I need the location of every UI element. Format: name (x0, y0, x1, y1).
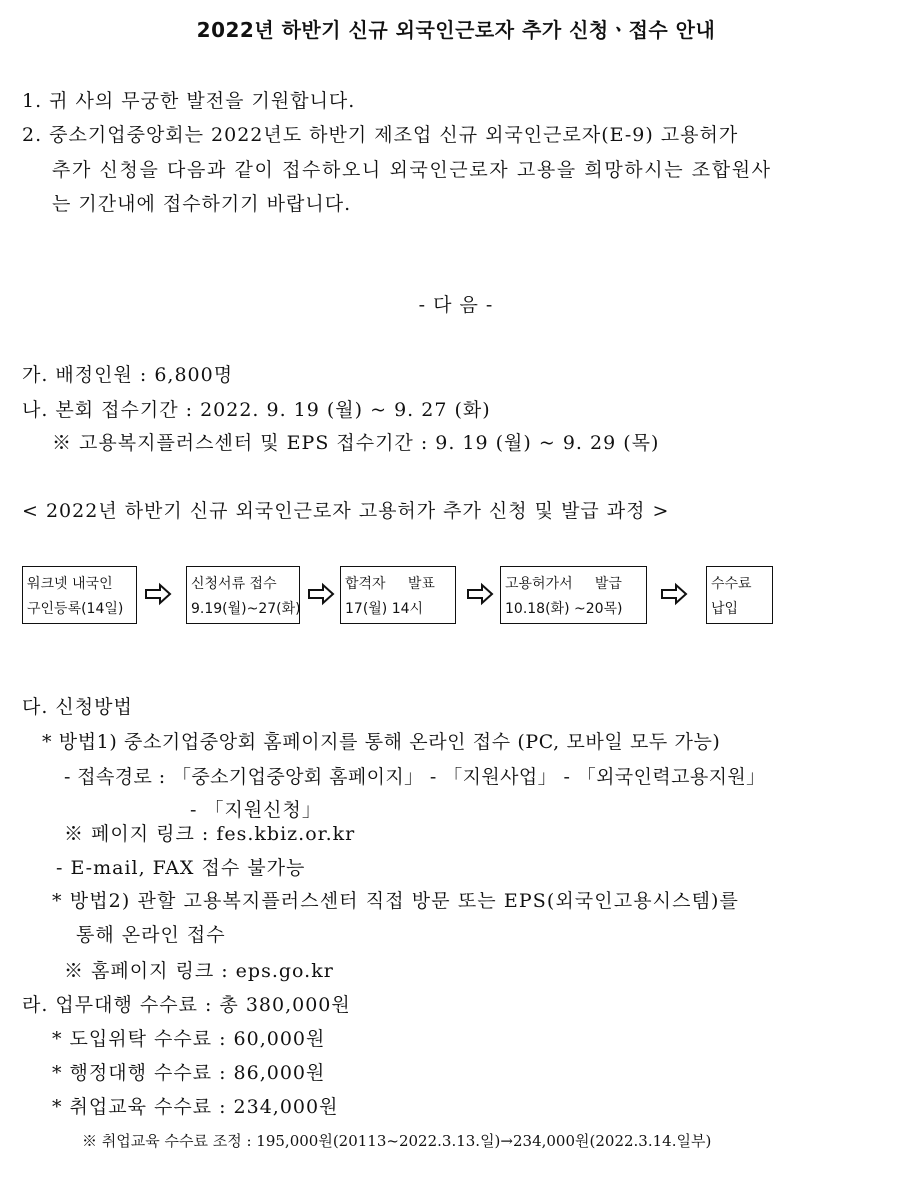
section-ga-allocation: 가. 배정인원 : 6,800명 (22, 364, 234, 386)
flow-step-line: 납입 (711, 601, 739, 617)
intro-paragraph-2-line-3: 는 기간내에 접수하기기 바랍니다. (52, 193, 352, 215)
intro-paragraph-2-line-1: 2. 중소기업중앙회는 2022년도 하반기 제조업 신규 외국인근로자(E-9) 고용허가 (22, 124, 739, 146)
document-title: 2022년 하반기 신규 외국인근로자 추가 신청ㆍ접수 안내 (196, 18, 716, 42)
method-2-line-2: 통해 온라인 접수 (76, 924, 226, 946)
arrow-right-icon (466, 582, 494, 606)
fee-administrative-agency: * 행정대행 수수료 : 86,000원 (52, 1062, 326, 1084)
flow-step-permit (500, 566, 647, 624)
flow-step-line: 워크넷 내국인 (27, 576, 113, 592)
section-na-period: 나. 본회 접수기간 : 2022. 9. 19 (월) ~ 9. 27 (화) (22, 399, 491, 421)
access-route-continued: - 「지원신청」 (190, 799, 322, 821)
flow-step-line: 구인등록(14일) (27, 601, 124, 617)
method-2-line-1: * 방법2) 관할 고용복지플러스센터 직접 방문 또는 EPS(외국인고용시스템)를 (52, 890, 739, 912)
section-heading: - 다 음 - (418, 294, 494, 316)
no-email-fax-notice: - E-mail, FAX 접수 불가능 (56, 857, 306, 879)
section-da-title: 다. 신청방법 (22, 696, 133, 718)
flow-step-line: 9.19(월)~27(화) (191, 601, 301, 617)
fee-import-consignment: * 도입위탁 수수료 : 60,000원 (52, 1028, 326, 1050)
page-link-2: ※ 홈페이지 링크 : eps.go.kr (64, 960, 334, 982)
flow-step-line: 수수료 (711, 576, 752, 592)
process-title: < 2022년 하반기 신규 외국인근로자 고용허가 추가 신청 및 발급 과정 > (22, 500, 670, 522)
page-link-1: ※ 페이지 링크 : fes.kbiz.or.kr (64, 823, 356, 845)
flow-step-fee (706, 566, 773, 624)
arrow-right-icon (660, 582, 688, 606)
arrow-right-icon (307, 582, 335, 606)
fee-employment-training: * 취업교육 수수료 : 234,000원 (52, 1096, 339, 1118)
method-1: * 방법1) 중소기업중앙회 홈페이지를 통해 온라인 접수 (PC, 모바일 모두 가능) (42, 731, 721, 753)
intro-paragraph-1: 1. 귀 사의 무궁한 발전을 기원합니다. (22, 90, 356, 112)
flow-step-line: 10.18(화) ~20목) (505, 601, 623, 617)
flow-step-worknet (22, 566, 137, 624)
flow-step-line: 신청서류 접수 (191, 576, 277, 592)
flow-step-application (186, 566, 300, 624)
section-na-note: ※ 고용복지플러스센터 및 EPS 접수기간 : 9. 19 (월) ~ 9. 29 (목) (52, 432, 660, 454)
flow-step-line: 고용허가서 발급 (505, 576, 622, 592)
flow-step-result (340, 566, 456, 624)
flow-step-line: 17(월) 14시 (345, 601, 424, 617)
section-ra-title: 라. 업무대행 수수료 : 총 380,000원 (22, 994, 351, 1016)
flow-step-line: 합격자 발표 (345, 576, 435, 592)
access-route: - 접속경로 : 「중소기업중앙회 홈페이지」 - 「지원사업」 - 「외국인력고용지원」 (64, 766, 766, 788)
fee-adjustment-note: ※ 취업교육 수수료 조정 : 195,000원(20113~2022.3.13.일)→234,000원(2022.3.14.일부) (82, 1132, 712, 1150)
intro-paragraph-2-line-2: 추가 신청을 다음과 같이 접수하오니 외국인근로자 고용을 희망하시는 조합원사 (52, 159, 772, 181)
arrow-right-icon (144, 582, 172, 606)
